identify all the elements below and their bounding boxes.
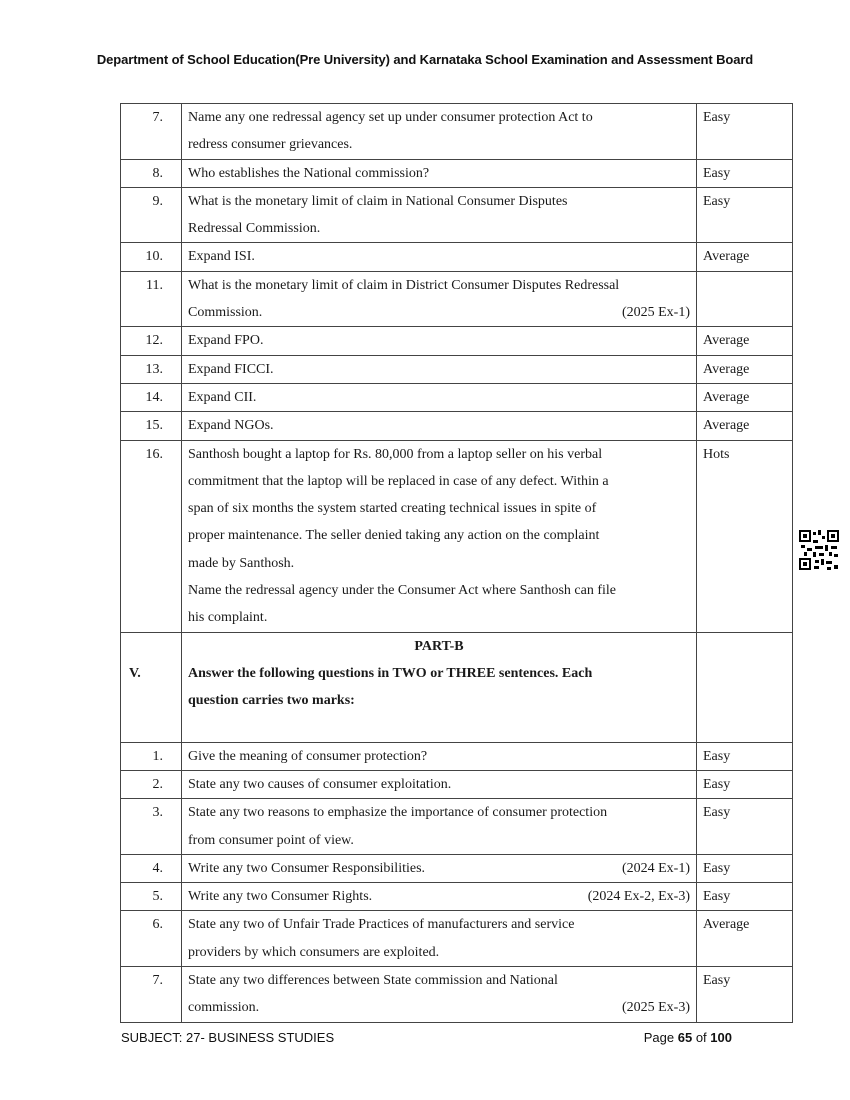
question-row [121,271,793,327]
question-text-cell [182,883,697,911]
question-number: 1. [121,742,182,770]
page-header: Department of School Education(Pre University) and Karnataka School Examination and Assessment Board [96,52,754,67]
question-row [121,911,793,967]
question-text-line: Who establishes the National commission? [188,165,430,181]
question-text-line: Expand FPO. [188,333,264,349]
question-text-cell [182,799,697,855]
question-text-fragment: Commission. [188,305,263,321]
question-text-cell [182,104,697,160]
difficulty-level: Easy [697,187,793,243]
question-text-line: State any two of Unfair Trade Practices of manufacturers and service [188,917,575,933]
footer-page-current: 65 [677,1030,693,1045]
question-number: 12. [121,327,182,355]
question-text-cell [182,412,697,440]
question-text-line [188,299,690,326]
question-text-line: providers by which consumers are exploited. [188,944,440,960]
difficulty-level: Easy [697,883,793,911]
question-text-line: Expand NGOs. [188,418,274,434]
part-b-title: PART-B [414,638,464,654]
part-b-instruction-line: Answer the following questions in TWO or THREE sentences. Each [188,665,593,681]
difficulty-level [697,271,793,327]
question-text-cell [182,271,697,327]
question-text-line: redress consumer grievances. [188,137,353,153]
question-table [120,103,793,1023]
difficulty-level: Average [697,327,793,355]
question-text-line: What is the monetary limit of claim in National Consumer Disputes [188,193,568,209]
question-row [121,159,793,187]
footer-page-number [644,1030,732,1045]
question-text-cell [182,187,697,243]
question-number: 15. [121,412,182,440]
question-text-fragment: commission. [188,1000,260,1016]
difficulty-level: Easy [697,104,793,160]
question-row [121,799,793,855]
footer-page-total: 100 [710,1030,732,1045]
difficulty-level: Hots [697,440,793,632]
question-row [121,243,793,271]
difficulty-level: Easy [697,854,793,882]
question-number: 2. [121,770,182,798]
qr-code-icon [799,530,839,570]
question-text-cell [182,770,697,798]
question-row [121,742,793,770]
question-number: 7. [121,104,182,160]
question-text-line: from consumer point of view. [188,832,354,848]
question-number: 6. [121,911,182,967]
question-text-line: Name any one redressal agency set up under consumer protection Act to [188,110,593,125]
exam-reference: (2024 Ex-1) [621,860,690,876]
question-text-cell [182,355,697,383]
difficulty-level: Average [697,911,793,967]
question-text-line: Expand ISI. [188,249,255,265]
part-b-header-row [121,632,793,742]
question-text-line: commitment that the laptop will be replaced in case of any defect. Within a [188,473,609,489]
question-number: 13. [121,355,182,383]
part-b-heading-cell [182,632,697,742]
question-number: 10. [121,243,182,271]
difficulty-level: Average [697,412,793,440]
question-number: 16. [121,440,182,632]
exam-reference: (2024 Ex-2, Ex-3) [587,889,690,905]
question-text-cell [182,742,697,770]
question-text-cell [182,967,697,1023]
question-number: 5. [121,883,182,911]
part-b-section [121,632,793,742]
difficulty-level: Easy [697,742,793,770]
question-row [121,770,793,798]
part-b-level-cell [697,632,793,742]
footer-page-prefix: Page [643,1030,675,1045]
question-text-line: Redressal Commission. [188,221,321,237]
question-row [121,412,793,440]
exam-reference: (2025 Ex-3) [621,1000,690,1016]
question-text-line: Santhosh bought a laptop for Rs. 80,000 from a laptop seller on his verbal [188,446,603,462]
question-text-line [188,883,690,910]
question-number: 8. [121,159,182,187]
question-text-cell [182,854,697,882]
question-text-cell [182,440,697,632]
question-row [121,383,793,411]
question-text-fragment: Write any two Consumer Rights. [188,889,373,905]
question-text-line: Give the meaning of consumer protection? [188,748,428,764]
question-row [121,327,793,355]
question-row [121,854,793,882]
question-number: 11. [121,271,182,327]
question-number: 3. [121,799,182,855]
question-text-line: Name the redressal agency under the Consumer Act where Santhosh can file [188,583,617,599]
difficulty-level: Easy [697,799,793,855]
question-text-line: State any two causes of consumer exploitation. [188,776,452,792]
footer-page-of: of [695,1030,707,1045]
question-row [121,355,793,383]
question-text-line [188,994,690,1021]
question-text-line: Expand FICCI. [188,361,274,377]
question-row [121,104,793,160]
question-text-cell [182,383,697,411]
question-text-line: Expand CII. [188,389,257,405]
difficulty-level: Average [697,383,793,411]
question-text-line: span of six months the system started creating technical issues in spite of [188,501,597,517]
question-row [121,440,793,632]
question-text-line: State any two differences between State commission and National [188,973,558,989]
difficulty-level: Average [697,355,793,383]
question-text-line [188,855,690,882]
question-text-line: proper maintenance. The seller denied taking any action on the complaint [188,528,600,544]
part-b-roman-numeral: V. [121,632,182,742]
question-text-cell [182,159,697,187]
question-number: 7. [121,967,182,1023]
question-number: 9. [121,187,182,243]
part-a-rows [121,104,793,633]
question-text-cell [182,243,697,271]
exam-reference: (2025 Ex-1) [621,305,690,321]
footer-subject: SUBJECT: 27- BUSINESS STUDIES [121,1030,335,1045]
difficulty-level: Easy [697,159,793,187]
part-b-rows [121,742,793,1022]
question-text-cell [182,327,697,355]
question-row [121,883,793,911]
question-row [121,967,793,1023]
question-text-line: What is the monetary limit of claim in District Consumer Disputes Redressal [188,277,620,293]
question-text-cell [182,911,697,967]
question-row [121,187,793,243]
part-b-instruction-line: question carries two marks: [188,693,355,709]
difficulty-level: Easy [697,770,793,798]
difficulty-level: Easy [697,967,793,1023]
question-number: 4. [121,854,182,882]
question-number: 14. [121,383,182,411]
difficulty-level: Average [697,243,793,271]
question-text-line: made by Santhosh. [188,555,295,571]
question-text-line: his complaint. [188,610,268,626]
question-text-line: State any two reasons to emphasize the importance of consumer protection [188,805,608,821]
question-text-fragment: Write any two Consumer Responsibilities. [188,860,426,876]
